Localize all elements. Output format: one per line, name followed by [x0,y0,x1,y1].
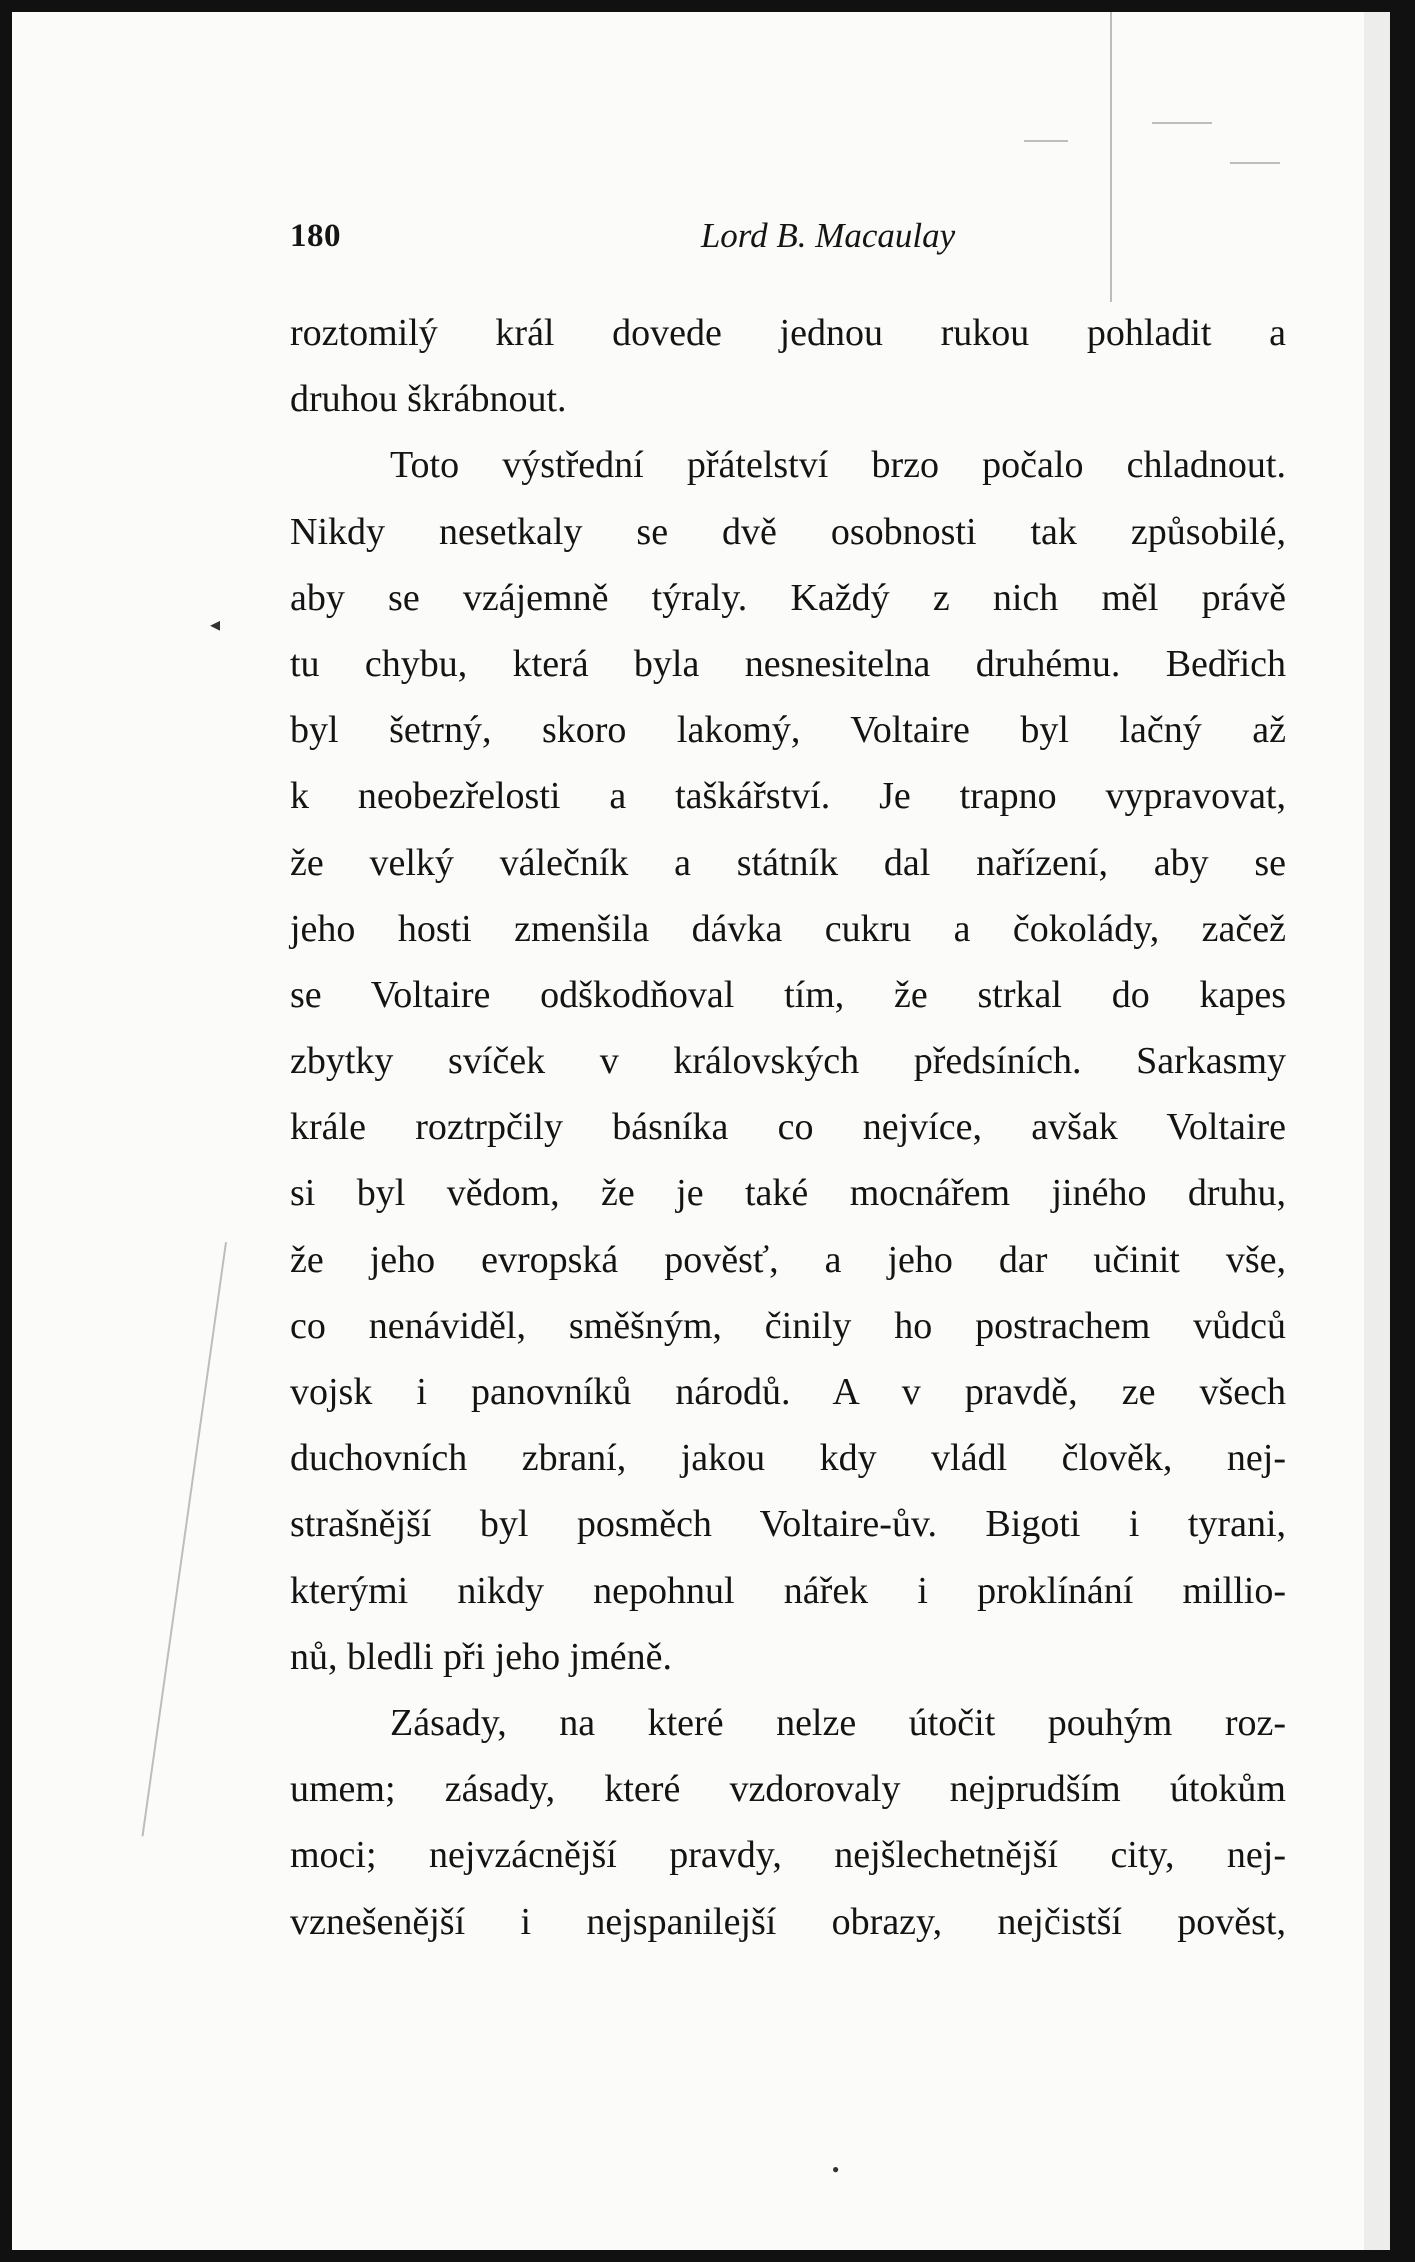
text-line: Toto výstřední přátelství brzo počalo chladnout. [390,444,1286,487]
text-line: zbytky svíček v královských předsíních. Sarkasmy [290,1040,1286,1083]
running-title: Lord B. Macaulay [700,216,956,255]
text-line: aby se vzájemně týraly. Každý z nich měl právě [290,576,1286,619]
text-line: si byl vědom, že je také mocnářem jiného druhu, [290,1172,1286,1215]
body-text [290,300,1286,1955]
text-line: nů, bledli při jeho jméně. [290,1635,673,1678]
text-line: Zásady, na které nelze útočit pouhým roz- [390,1701,1286,1744]
text-line: byl šetrný, skoro lakomý, Voltaire byl lačný až [290,709,1286,752]
book-page [12,12,1390,2250]
text-line: že jeho evropská pověsť, a jeho dar učinit vše, [290,1238,1286,1281]
page-edge-shadow [1364,12,1390,2250]
text-line: Nikdy nesetkaly se dvě osobnosti tak způsobilé, [290,510,1286,553]
scan-artifact-line [1024,140,1068,142]
scan-artifact-line [1230,162,1280,164]
text-line: roztomilý král dovede jednou rukou pohladit a [290,312,1286,354]
text-line: se Voltaire odškodňoval tím, že strkal do kapes [290,973,1286,1016]
scan-speck: ◂ [210,614,221,636]
page-header [290,210,1286,270]
text-line: co nenáviděl, směšným, činily ho postrachem vůdců [290,1304,1286,1347]
text-line: tu chybu, která byla nesnesitelna druhému. Bedřich [290,642,1286,685]
text-line: jeho hosti zmenšila dávka cukru a čokolády, začež [290,907,1286,950]
text-line: vznešenější i nejspanilejší obrazy, nejčistší pověst, [290,1900,1286,1943]
text-line: k neobezřelosti a taškářství. Je trapno vypravovat, [290,775,1286,818]
text-line: moci; nejvzácnější pravdy, nejšlechetnější city, nej- [290,1834,1286,1877]
text-line: vojsk i panovníků národů. A v pravdě, ze všech [290,1371,1286,1413]
text-line: umem; zásady, které vzdorovaly nejprudším útokům [290,1768,1286,1811]
scan-artifact-line [1152,122,1212,124]
text-line: duchovních zbraní, jakou kdy vládl člověk, nej- [290,1437,1286,1480]
text-line: druhou škrábnout. [290,378,567,421]
page-number: 180 [290,218,341,254]
text-line: krále roztrpčily básníka co nejvíce, avšak Voltaire [290,1106,1286,1149]
scan-artifact-line [141,1242,226,1836]
scan-speck: ● [832,2162,840,2176]
text-line: strašnější byl posměch Voltaire-ův. Bigoti i tyrani, [290,1503,1286,1546]
text-line: kterými nikdy nepohnul nářek i proklínání millio- [290,1569,1286,1612]
text-line: že velký válečník a státník dal nařízení, aby se [290,841,1286,884]
